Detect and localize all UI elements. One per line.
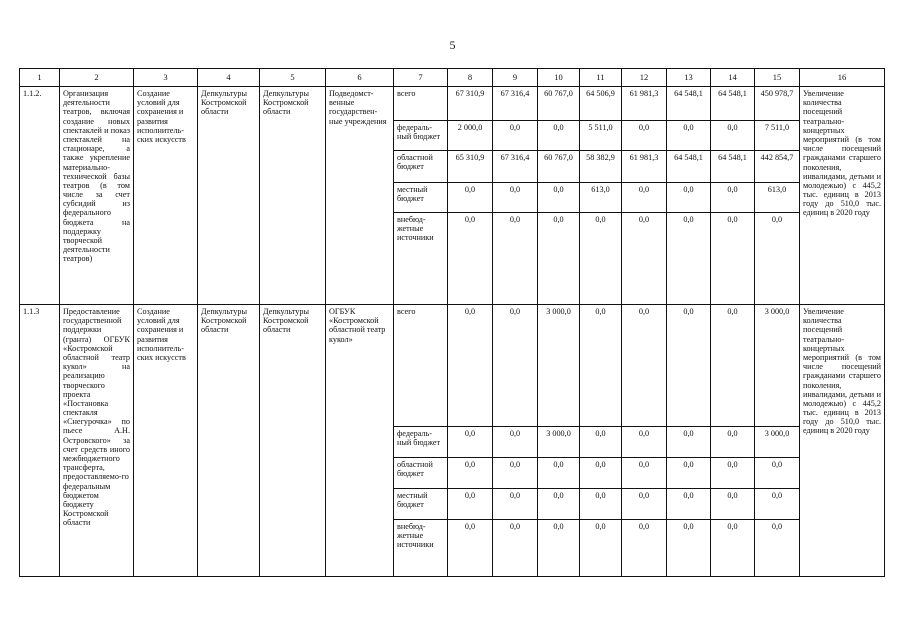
funding-value: 58 382,9	[580, 151, 622, 183]
funding-value: 60 767,0	[538, 151, 580, 183]
funding-row	[20, 87, 885, 121]
funding-value: 450 978,7	[755, 87, 800, 121]
funding-value: 64 548,1	[667, 87, 711, 121]
funding-value: 60 767,0	[538, 87, 580, 121]
column-header-15: 15	[755, 69, 800, 87]
funding-value: 0,0	[711, 427, 755, 458]
expected-result: Увеличение количества посещений театрально-концертных мероприятий (в том числе посещений гражданами старшего поколения, инвалидами, детьми и молодежью) с 445,2 тыс. единиц в 2013 году до 510,0 тыс. единиц в 2020 году	[800, 87, 885, 305]
column-header-12: 12	[622, 69, 667, 87]
funding-value: 0,0	[711, 489, 755, 520]
funding-value: 67 310,9	[448, 87, 493, 121]
funding-value: 67 316,4	[493, 151, 538, 183]
activity-recipients: ОГБУК «Костромской областной театр кукол»	[326, 305, 394, 577]
funding-source: федераль-ный бюджет	[394, 121, 448, 151]
funding-value: 0,0	[667, 427, 711, 458]
funding-value: 5 511,0	[580, 121, 622, 151]
column-header-3: 3	[134, 69, 198, 87]
funding-value: 442 854,7	[755, 151, 800, 183]
funding-value: 0,0	[711, 121, 755, 151]
funding-value: 0,0	[622, 183, 667, 213]
page-number: 5	[449, 38, 456, 52]
activity-executor: Депкультуры Костромской области	[198, 305, 260, 577]
column-header-6: 6	[326, 69, 394, 87]
activity-name: Предоставление государственной поддержки (гранта) ОГБУК «Костромской областной театр кукол» на реализацию творческого проекта «Постановка спектакля «Снегурочка» по пьесе А.Н. Островского» за счет средств иного межбюджетного трансферта, предоставляемо-го федеральным бюджетом бюджету Костромской области	[60, 305, 134, 577]
funding-source: внебюд-жетные источники	[394, 520, 448, 577]
activity-customer: Депкультуры Костромской области	[260, 87, 326, 305]
funding-value: 64 548,1	[711, 151, 755, 183]
funding-value: 0,0	[667, 121, 711, 151]
funding-value: 0,0	[448, 520, 493, 577]
activity-recipients: Подведомст-венные государствен-ные учреждения	[326, 87, 394, 305]
funding-source: всего	[394, 87, 448, 121]
column-header-13: 13	[667, 69, 711, 87]
funding-value: 0,0	[538, 183, 580, 213]
funding-value: 0,0	[711, 305, 755, 427]
funding-value: 64 506,9	[580, 87, 622, 121]
funding-value: 0,0	[493, 427, 538, 458]
funding-value: 3 000,0	[538, 427, 580, 458]
funding-value: 0,0	[493, 458, 538, 489]
funding-source: внебюд-жетные источники	[394, 213, 448, 305]
funding-source: местный бюджет	[394, 183, 448, 213]
column-header-16: 16	[800, 69, 885, 87]
funding-value: 0,0	[538, 489, 580, 520]
column-header-7: 7	[394, 69, 448, 87]
funding-source: всего	[394, 305, 448, 427]
column-header-2: 2	[60, 69, 134, 87]
funding-value: 0,0	[622, 489, 667, 520]
funding-value: 0,0	[538, 520, 580, 577]
funding-value: 0,0	[448, 489, 493, 520]
funding-source: местный бюджет	[394, 489, 448, 520]
activity-code: 1.1.3	[20, 305, 60, 577]
funding-value: 0,0	[580, 520, 622, 577]
funding-value: 0,0	[755, 458, 800, 489]
activity-goal: Создание условий для сохранения и развития исполнитель-ских искусств	[134, 305, 198, 577]
column-header-10: 10	[538, 69, 580, 87]
funding-value: 0,0	[622, 520, 667, 577]
funding-value: 3 000,0	[755, 305, 800, 427]
activity-executor: Депкультуры Костромской области	[198, 87, 260, 305]
funding-value: 64 548,1	[667, 151, 711, 183]
funding-value: 0,0	[538, 121, 580, 151]
funding-value: 0,0	[580, 489, 622, 520]
funding-value: 0,0	[711, 520, 755, 577]
column-header-4: 4	[198, 69, 260, 87]
funding-value: 0,0	[448, 183, 493, 213]
funding-value: 2 000,0	[448, 121, 493, 151]
funding-source: областной бюджет	[394, 151, 448, 183]
funding-value: 0,0	[493, 489, 538, 520]
funding-value: 0,0	[755, 489, 800, 520]
funding-value: 0,0	[580, 458, 622, 489]
funding-value: 0,0	[493, 121, 538, 151]
funding-value: 0,0	[622, 305, 667, 427]
funding-value: 7 511,0	[755, 121, 800, 151]
funding-value: 0,0	[622, 213, 667, 305]
funding-value: 0,0	[755, 520, 800, 577]
column-header-5: 5	[260, 69, 326, 87]
funding-value: 0,0	[493, 213, 538, 305]
funding-source: областной бюджет	[394, 458, 448, 489]
funding-source: федераль-ный бюджет	[394, 427, 448, 458]
funding-value: 0,0	[448, 427, 493, 458]
funding-value: 0,0	[448, 305, 493, 427]
funding-value: 64 548,1	[711, 87, 755, 121]
funding-value: 613,0	[755, 183, 800, 213]
column-header-11: 11	[580, 69, 622, 87]
column-header-9: 9	[493, 69, 538, 87]
funding-value: 0,0	[755, 213, 800, 305]
expected-result: Увеличение количества посещений театрально-концертных мероприятий (в том числе посещений гражданами старшего поколения, инвалидами, детьми и молодежью) с 445,2 тыс. единиц в 2013 году до 510,0 тыс. единиц в 2020 году	[800, 305, 885, 577]
activity-customer: Депкультуры Костромской области	[260, 305, 326, 577]
funding-value: 0,0	[711, 183, 755, 213]
funding-value: 3 000,0	[755, 427, 800, 458]
column-number-row	[20, 69, 885, 87]
column-header-14: 14	[711, 69, 755, 87]
activity-name: Организация деятельности театров, включая создание новых спектаклей и показ спектаклей на стационаре, а также укрепление материально-технической базы театров (в том числе за счет субсидий из федерального бюджета на поддержку творческой деятельности театров)	[60, 87, 134, 305]
funding-value: 0,0	[580, 213, 622, 305]
funding-value: 613,0	[580, 183, 622, 213]
column-header-8: 8	[448, 69, 493, 87]
funding-value: 0,0	[580, 305, 622, 427]
funding-value: 61 981,3	[622, 87, 667, 121]
funding-value: 0,0	[711, 458, 755, 489]
funding-value: 3 000,0	[538, 305, 580, 427]
activity-code: 1.1.2.	[20, 87, 60, 305]
funding-value: 0,0	[622, 121, 667, 151]
funding-value: 0,0	[448, 213, 493, 305]
funding-value: 0,0	[667, 213, 711, 305]
funding-value: 0,0	[711, 213, 755, 305]
funding-value: 0,0	[667, 305, 711, 427]
program-activities-table	[19, 68, 885, 577]
funding-value: 0,0	[667, 458, 711, 489]
funding-value: 0,0	[667, 520, 711, 577]
funding-value: 0,0	[493, 183, 538, 213]
funding-value: 0,0	[580, 427, 622, 458]
funding-value: 0,0	[493, 305, 538, 427]
funding-row	[20, 305, 885, 427]
funding-value: 0,0	[667, 183, 711, 213]
funding-value: 0,0	[493, 520, 538, 577]
funding-value: 0,0	[622, 427, 667, 458]
funding-value: 0,0	[667, 489, 711, 520]
funding-value: 67 316,4	[493, 87, 538, 121]
activity-goal: Создание условий для сохранения и развития исполнитель-ских искусств	[134, 87, 198, 305]
funding-value: 0,0	[448, 458, 493, 489]
funding-value: 0,0	[538, 458, 580, 489]
funding-value: 65 310,9	[448, 151, 493, 183]
funding-value: 0,0	[622, 458, 667, 489]
column-header-1: 1	[20, 69, 60, 87]
funding-value: 61 981,3	[622, 151, 667, 183]
funding-value: 0,0	[538, 213, 580, 305]
